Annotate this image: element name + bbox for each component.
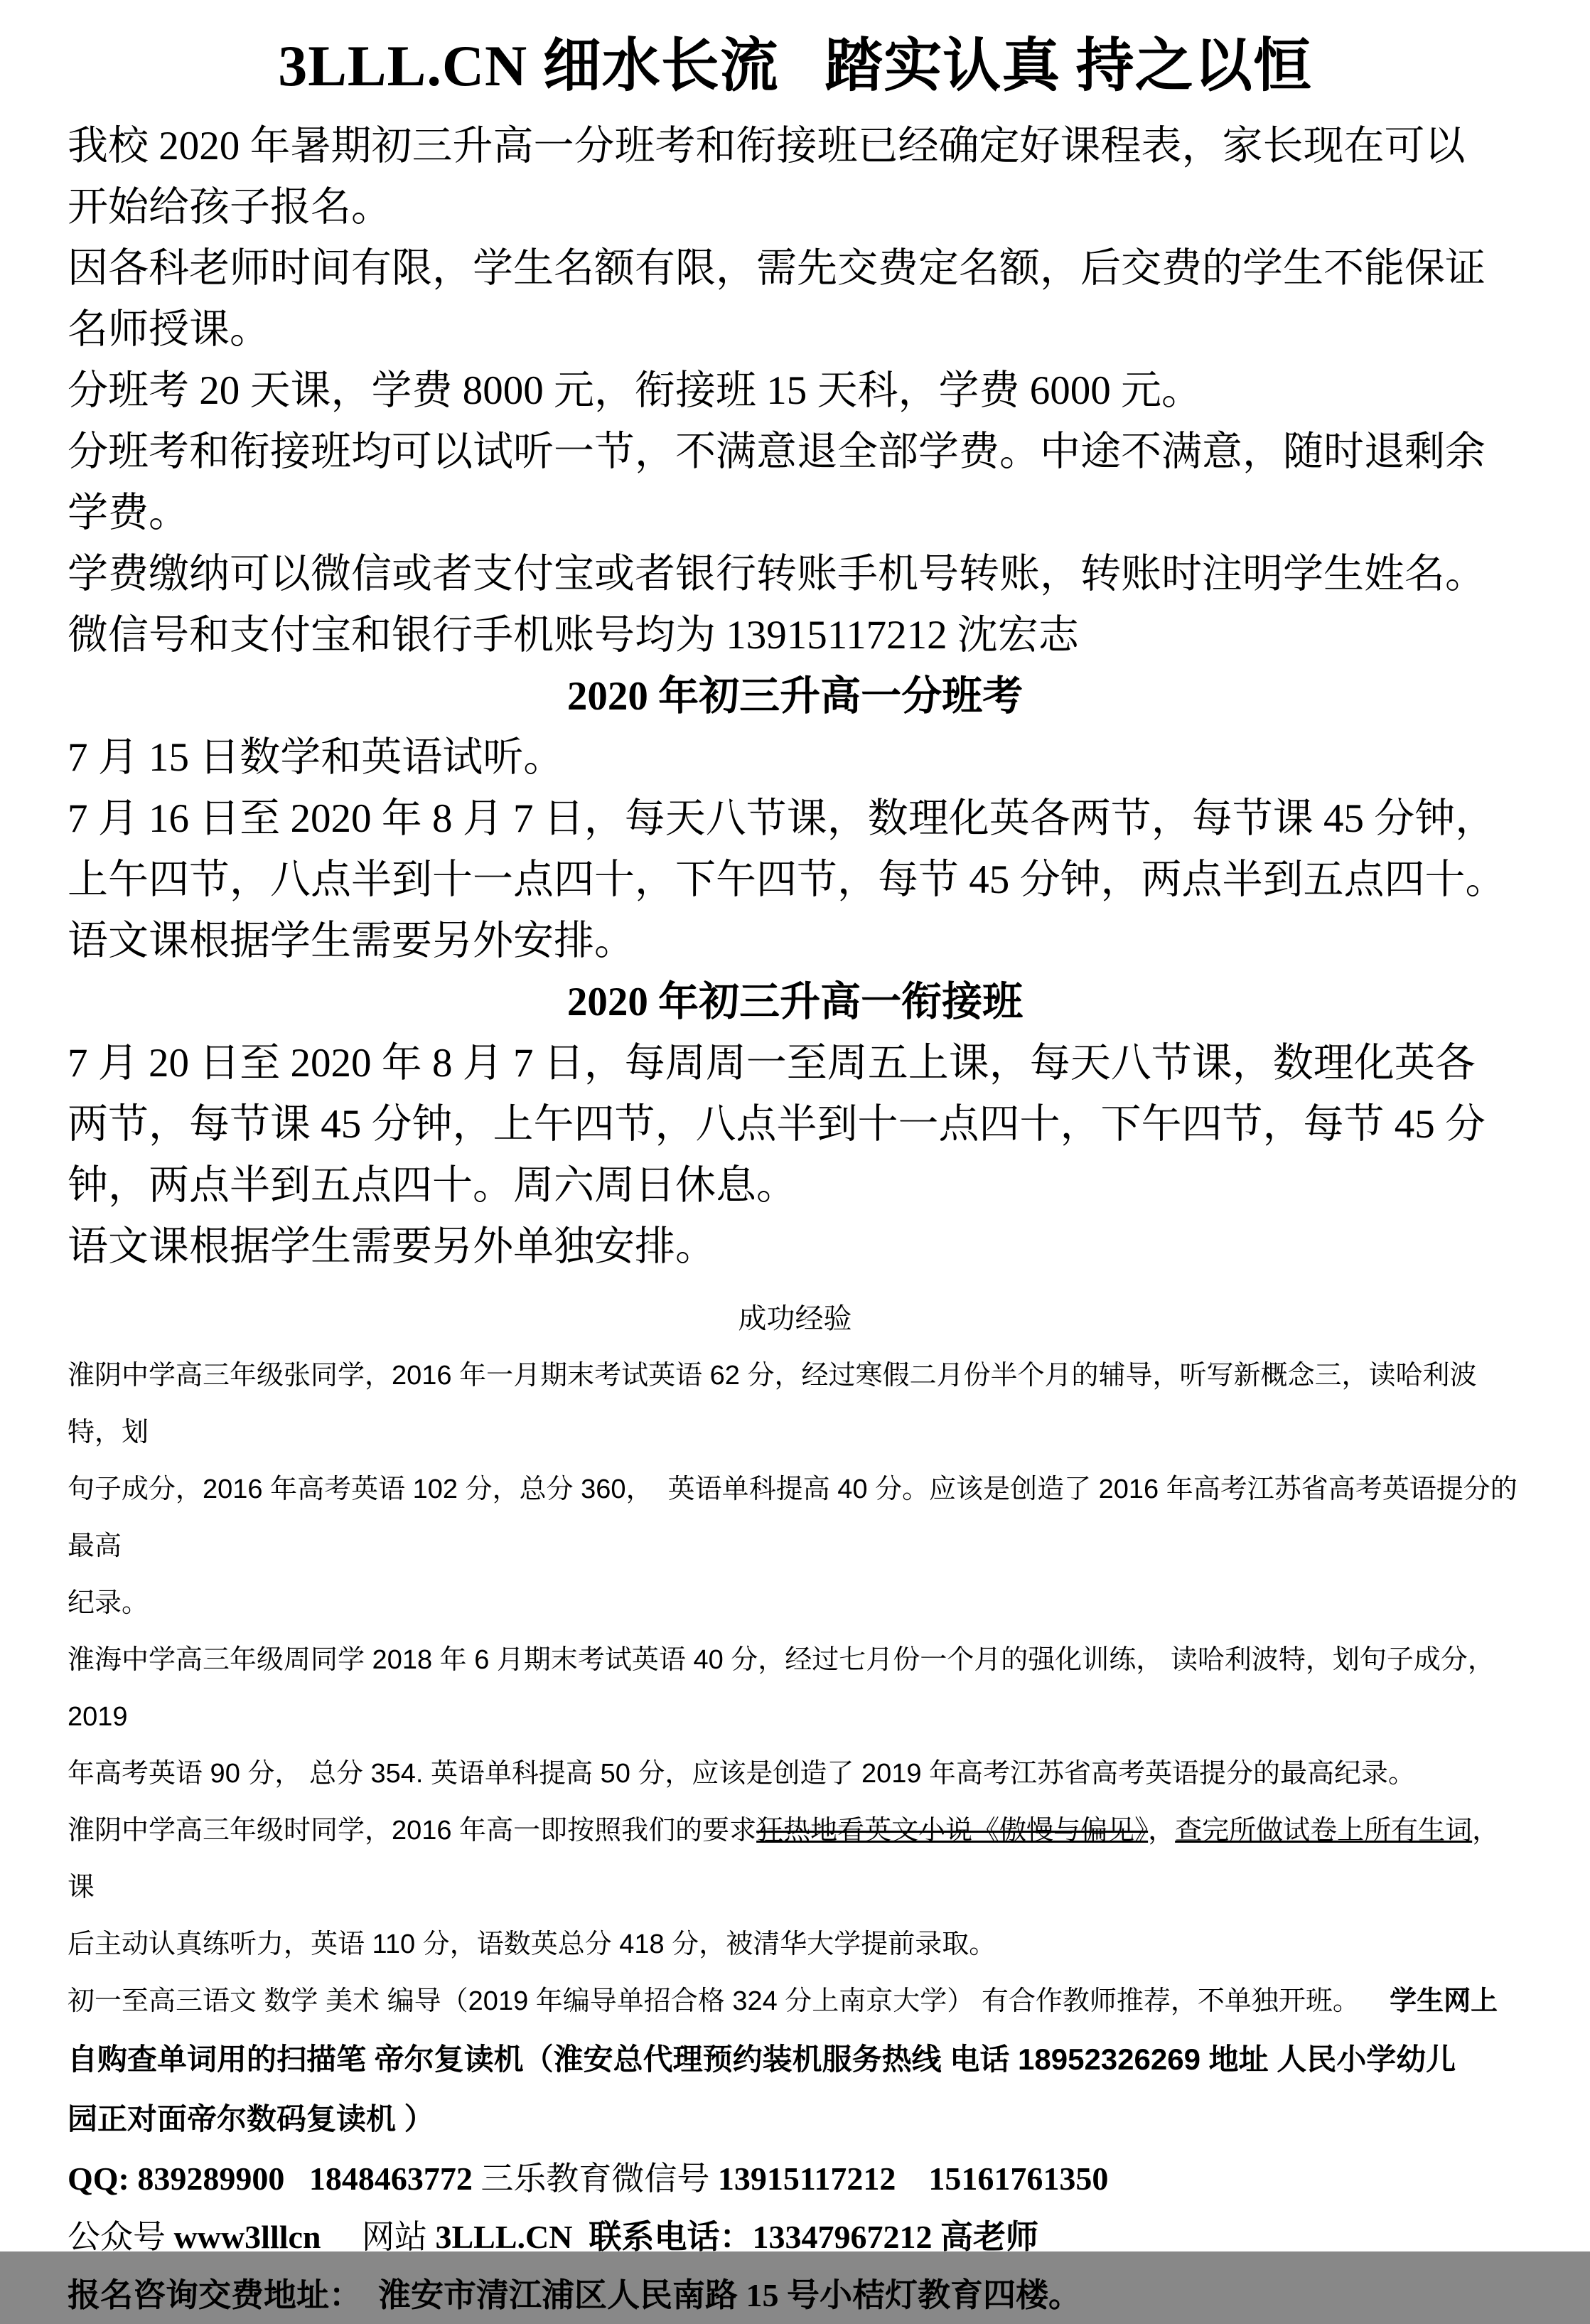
qq-numbers: QQ: 839289900 1848463772 (68, 2160, 481, 2197)
section-heading-bridge-class: 2020 年初三升高一衔接班 (566, 979, 1024, 1024)
refund-line: 分班考和衔接班均可以试听一节，不满意退全部学费。中途不满意，随时退剩余 (68, 429, 1486, 474)
qq-contact-line (68, 2151, 1522, 2207)
section-heading-success-stories: 成功经验 (738, 1302, 852, 1334)
payment-account-line: 微信号和支付宝和银行手机账号均为 13915117212 沈宏志 (68, 612, 1079, 658)
website-contact-line (68, 2209, 1522, 2266)
intro-line: 名师授课。 (68, 306, 270, 352)
success-case1-line: 淮阴中学高三年级张同学，2016 年一月期末考试英语 62 分，经过寒假二月份半个月的辅导，听写新概念三，读哈利波特，划 (68, 1360, 1477, 1447)
success-case3-line (68, 1802, 1522, 1916)
bridge-class-line: 语文课根据学生需要另外单独安排。 (68, 1223, 716, 1269)
success-case1-line: 纪录。 (68, 1587, 149, 1618)
intro-line: 开始给孩子报名。 (68, 184, 392, 230)
courses-bold-text: 学生网上 (1390, 1986, 1498, 2016)
intro-line: 我校 2020 年暑期初三升高一分班考和衔接班已经确定好课程表，家长现在可以 (68, 123, 1466, 168)
success-case2-line: 淮海中学高三年级周同学 2018 年 6 月期末考试英语 40 分，经过七月份一个月的强化训练， 读哈利波特，划句子成分，2019 (68, 1644, 1495, 1732)
case3-text: 淮阴中学高三年级时同学，2016 年高一即按照我们的要求 (68, 1815, 757, 1846)
scanner-pen-line: 自购查单词用的扫描笔 帝尔复读机（淮安总代理预约装机服务热线 电话 18952326269 地址 人民小学幼儿 (68, 2042, 1456, 2076)
wechat-label: 三乐教育微信号 (480, 2160, 718, 2197)
website-and-phone: 3LLL.CN 联系电话：13347967212 高老师 (435, 2218, 1038, 2255)
success-case3-line: 后主动认真练听力，英语 110 分，语数英总分 418 分，被清华大学提前录取。 (68, 1929, 997, 1959)
intro-line: 因各科老师时间有限，学生名额有限，需先交费定名额，后交费的学生不能保证 (68, 245, 1486, 291)
bridge-class-line: 两节，每节课 45 分钟，上午四节，八点半到十一点四十，下午四节，每节 45 分 (68, 1101, 1486, 1147)
success-case2-line: 年高考英语 90 分， 总分 354. 英语单科提高 50 分，应该是创造了 2019 年高考江苏省高考英语提分的最高纪录。 (68, 1758, 1416, 1789)
scanner-pen-line: 园正对面帝尔数码复读机 ） (68, 2101, 434, 2136)
placement-exam-line: 上午四节，八点半到十一点四十，下午四节，每节 45 分钟，两点半到五点四十。 (68, 857, 1506, 902)
registration-address-line: 报名咨询交费地址： 淮安市清江浦区人民南路 15 号小桔灯教育四楼。 (68, 2276, 1081, 2313)
placement-exam-line: 7 月 16 日至 2020 年 8 月 7 日，每天八节课，数理化英各两节，每节课 45 分钟， (68, 796, 1496, 841)
case3-struck-text: 狂热地看英文小说《傲慢与偏见》 (756, 1815, 1149, 1846)
refund-line: 学费。 (68, 490, 189, 535)
website-label: 网站 (321, 2218, 436, 2255)
bridge-class-line: 7 月 20 日至 2020 年 8 月 7 日，每周周一至周五上课，每天八节课，数理化英各 (68, 1040, 1476, 1086)
placement-exam-line: 语文课根据学生需要另外安排。 (68, 918, 635, 963)
bridge-class-line: 钟，两点半到五点四十。周六周日休息。 (68, 1162, 797, 1208)
case3-underlined-text: 查完所做试卷上所有生词 (1175, 1815, 1473, 1846)
courses-text: 初一至高三语文 数学 美术 编导（2019 年编导单招合格 324 分上南京大学） 有合作教师推荐，不单独开班。 (68, 1986, 1390, 2016)
case3-text: ，课 (68, 1815, 1500, 1902)
official-account-id: www3lllcn (173, 2218, 321, 2255)
section-heading-placement-exam: 2020 年初三升高一分班考 (566, 673, 1024, 719)
payment-line: 学费缴纳可以微信或者支付宝或者银行转账手机号转账，转账时注明学生姓名。 (68, 551, 1486, 596)
courses-line (68, 1973, 1522, 2030)
tuition-line: 分班考 20 天课，学费 8000 元，衔接班 15 天科，学费 6000 元。 (68, 368, 1202, 413)
official-account-label: 公众号 (68, 2218, 174, 2255)
wechat-numbers: 13915117212 15161761350 (717, 2160, 1109, 2197)
placement-exam-line: 7 月 15 日数学和英语试听。 (68, 734, 564, 780)
page-title: 3LLL.CN 细水长流 踏实认真 持之以恒 (278, 33, 1312, 98)
success-case1-line: 句子成分，2016 年高考英语 102 分，总分 360， 英语单科提高 40 分。应该是创造了 2016 年高考江苏省高考英语提分的最高 (68, 1474, 1518, 1561)
case3-text: ， (1148, 1815, 1176, 1846)
